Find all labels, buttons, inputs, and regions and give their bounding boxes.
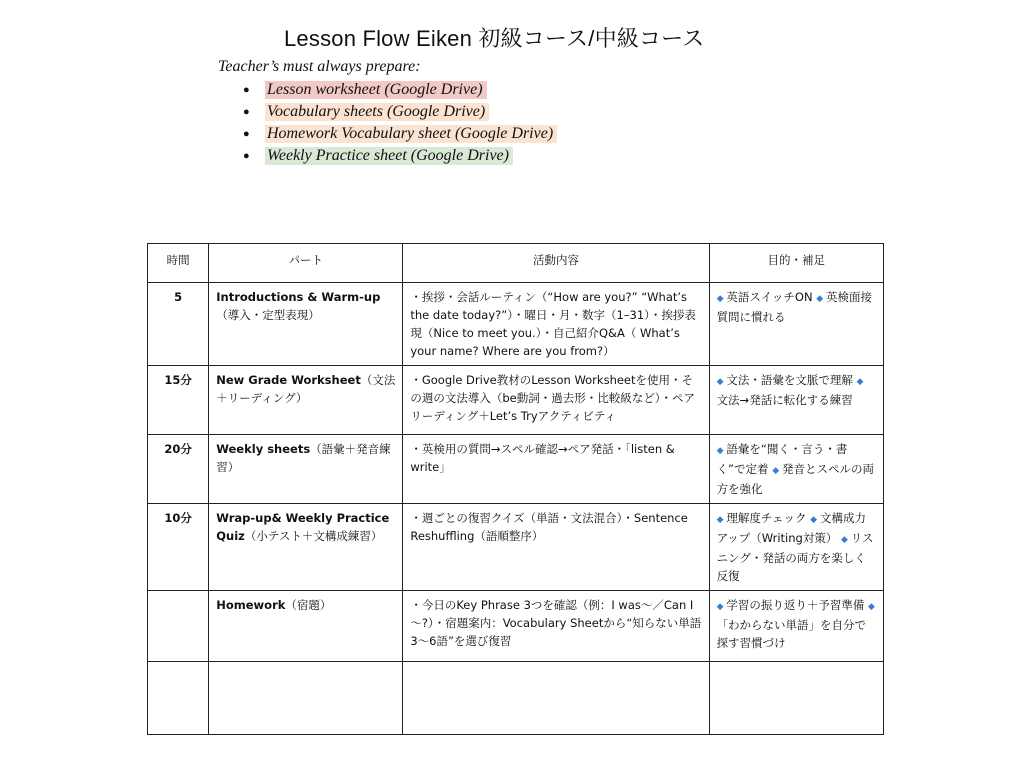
cell-time: 15分	[148, 366, 209, 435]
diamond-bullet-icon: ◆	[716, 515, 727, 525]
prep-item-label: Weekly Practice sheet (Google Drive)	[265, 147, 513, 165]
part-main: Homework	[216, 598, 286, 612]
cell-part	[209, 591, 403, 662]
part-sub: （文法＋リーディング）	[216, 373, 396, 405]
lesson-flow-table	[147, 243, 884, 735]
cell-part	[209, 662, 403, 735]
column-header-goal: 目的・補足	[709, 244, 883, 283]
cell-goal	[709, 504, 883, 591]
table-row	[148, 283, 884, 366]
goal-text: 文法→発話に転化する練習	[716, 393, 853, 407]
cell-activity: ・Google Drive教材のLesson Worksheetを使用・その週の文法導入（be動詞・過去形・比較級など）・ペアリーディング＋Let’s Tryアクティビティ	[403, 366, 709, 435]
prep-item-homework-vocabulary	[240, 123, 557, 145]
part-main: Wrap-up& Weekly Practice Quiz	[216, 511, 390, 543]
cell-activity: ・今日のKey Phrase 3つを確認（例：I was～／Can I～?）・宿題案内：Vocabulary Sheetから“知らない単語3～6語”を選び復習	[403, 591, 709, 662]
prep-item-lesson-worksheet	[240, 79, 557, 101]
prep-heading: Teacher’s must always prepare:	[218, 58, 421, 75]
diamond-bullet-icon: ◆	[868, 602, 875, 612]
prep-item-label: Lesson worksheet (Google Drive)	[265, 81, 487, 99]
goal-text: 理解度チェック	[726, 511, 811, 525]
prep-list	[240, 79, 557, 167]
cell-time: 20分	[148, 435, 209, 504]
diamond-bullet-icon: ◆	[716, 446, 727, 456]
goal-text: 「わからない単語」を自分で探す習慣づけ	[716, 618, 867, 650]
part-sub: （導入・定型表現）	[216, 308, 320, 322]
part-sub: （小テスト＋文構成練習）	[244, 529, 383, 543]
cell-goal	[709, 662, 883, 735]
part-main: New Grade Worksheet	[216, 373, 361, 387]
cell-activity: ・英検用の質問→スペル確認→ペア発話・「listen & write」	[403, 435, 709, 504]
diamond-bullet-icon: ◆	[840, 535, 851, 545]
goal-text: 文構成力アップ（Writing対策）	[716, 511, 866, 545]
cell-part	[209, 504, 403, 591]
page-title: Lesson Flow Eiken 初級コース/中級コース	[284, 26, 705, 51]
column-header-part: パート	[209, 244, 403, 283]
diamond-bullet-icon: ◆	[716, 602, 727, 612]
table-row	[148, 504, 884, 591]
cell-time	[148, 591, 209, 662]
part-main: Weekly sheets	[216, 442, 311, 456]
goal-text: リスニング・発話の両方を楽しく反復	[716, 531, 874, 583]
goal-text: 学習の振り返り＋予習準備	[726, 598, 869, 612]
cell-time	[148, 662, 209, 735]
goal-text: 英検面接質問に慣れる	[716, 290, 873, 324]
goal-text: 英語スイッチON	[726, 290, 817, 304]
cell-part	[209, 283, 403, 366]
cell-activity: ・挨拶・会話ルーティン（“How are you?” “What’s the date today?”）・曜日・月・数字（1–31）・挨拶表現（Nice to meet you.）・自己紹介Q&A（ What’s your name? Where are you from?）	[403, 283, 709, 366]
cell-time: 10分	[148, 504, 209, 591]
cell-activity	[403, 662, 709, 735]
prep-item-label: Homework Vocabulary sheet (Google Drive)	[265, 125, 557, 143]
prep-item-vocabulary-sheets	[240, 101, 557, 123]
table-row	[148, 366, 884, 435]
diamond-bullet-icon: ◆	[772, 466, 782, 476]
table-header-row	[148, 244, 884, 283]
bullet-icon: ●	[243, 106, 250, 118]
diamond-bullet-icon: ◆	[716, 377, 727, 387]
diamond-bullet-icon: ◆	[810, 515, 820, 525]
table-row	[148, 435, 884, 504]
cell-goal	[709, 366, 883, 435]
goal-text: 発音とスペルの両方を強化	[716, 462, 874, 496]
cell-part	[209, 435, 403, 504]
goal-text: 文法・語彙を文脈で理解	[726, 373, 857, 387]
column-header-time: 時間	[148, 244, 209, 283]
bullet-icon: ●	[243, 128, 250, 140]
cell-goal	[709, 283, 883, 366]
bullet-icon: ●	[243, 84, 250, 96]
part-sub: （宿題）	[285, 598, 332, 612]
cell-part	[209, 366, 403, 435]
diamond-bullet-icon: ◆	[716, 294, 727, 304]
part-sub: （語彙＋発音練習）	[216, 442, 391, 474]
cell-time: 5	[148, 283, 209, 366]
diamond-bullet-icon: ◆	[816, 294, 827, 304]
goal-text: 語彙を“聞く・言う・書く”で定着	[716, 442, 848, 476]
cell-goal	[709, 591, 883, 662]
cell-goal	[709, 435, 883, 504]
part-main: Introductions & Warm-up	[216, 290, 381, 304]
bullet-icon: ●	[243, 150, 250, 162]
prep-item-label: Vocabulary sheets (Google Drive)	[265, 103, 489, 121]
column-header-activity: 活動内容	[403, 244, 709, 283]
table-row	[148, 591, 884, 662]
table-row	[148, 662, 884, 735]
prep-item-weekly-practice	[240, 145, 557, 167]
cell-activity: ・週ごとの復習クイズ（単語・文法混合）・Sentence Reshuffling（語順整序）	[403, 504, 709, 591]
diamond-bullet-icon: ◆	[856, 377, 864, 387]
